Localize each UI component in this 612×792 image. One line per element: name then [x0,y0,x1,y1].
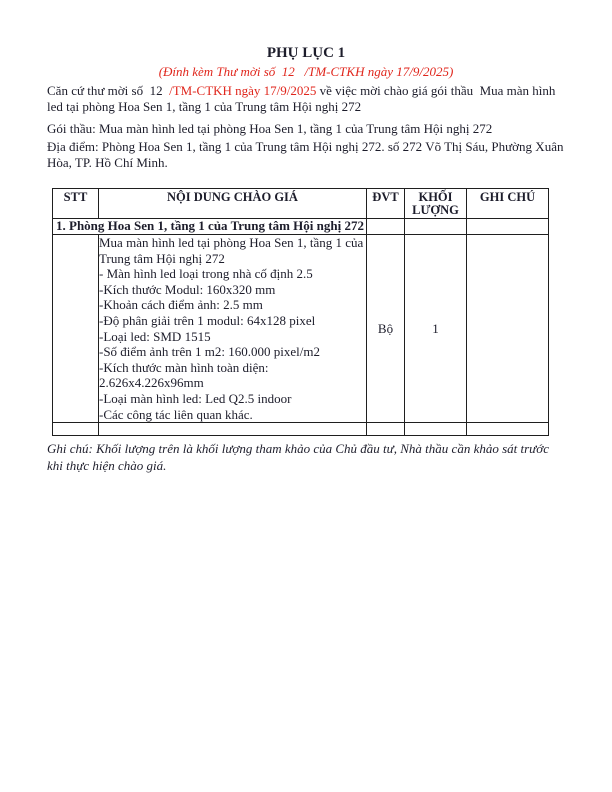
item-khoi-luong-cell: 1 [405,235,467,423]
item-description-cell [99,235,367,423]
description-line: -Kích thước Modul: 160x320 mm [99,281,276,297]
description-line: -Khoản cách điểm ảnh: 2.5 mm [99,297,263,313]
intro-text-black-1: Căn cứ thư mời số 12 [47,83,170,98]
header-dvt: ĐVT [367,189,405,219]
location-line: Địa điểm: Phòng Hoa Sen 1, tầng 1 của Trung tâm Hội nghị 272. số 272 Võ Thị Sáu, Phường Xuân Hòa, TP. Hồ Chí Minh. [47,139,564,170]
description-line: -Số điểm ảnh trên 1 m2: 160.000 pixel/m2 [99,344,320,360]
table-header-row [53,189,549,219]
description-line: -Các công tác liên quan khác. [99,406,253,422]
empty-cell [405,423,467,436]
description-line: -Loại led: SMD 1515 [99,328,211,344]
description-line: -Độ phân giải trên 1 modul: 64x128 pixel [99,312,316,328]
header-stt: STT [53,189,99,219]
description-line: -Loại màn hình led: Led Q2.5 indoor [99,390,292,406]
empty-cell [53,423,99,436]
intro-paragraph [47,83,565,115]
section-row-dvt-cell [367,219,405,235]
description-line: - Màn hình led loại trong nhà cố định 2.5 [99,266,313,282]
footer-note: Ghi chú: Khối lượng trên là khối lượng tham khảo của Chủ đầu tư, Nhà thầu cần khảo sát trước khi thực hiện chào giá. [47,441,549,473]
section-row-label: 1. Phòng Hoa Sen 1, tầng 1 của Trung tâm Hội nghị 272 [53,219,367,235]
item-stt-cell [53,235,99,423]
description-line: Mua màn hình led tại phòng Hoa Sen 1, tầng 1 của Trung tâm Hội nghị 272 [99,235,364,266]
item-dvt-cell: Bộ [367,235,405,423]
package-line: Gói thầu: Mua màn hình led tại phòng Hoa Sen 1, tầng 1 của Trung tâm Hội nghị 272 [47,121,493,136]
header-khoi-luong: KHỐI LƯỢNG [405,189,467,219]
table-empty-row [53,423,549,436]
header-ghi-chu: GHI CHÚ [467,189,549,219]
section-row-khoi-luong-cell [405,219,467,235]
empty-cell [99,423,367,436]
section-row-ghi-chu-cell [467,219,549,235]
empty-cell [467,423,549,436]
page-subtitle: (Đính kèm Thư mời số 12 /TM-CTKH ngày 17/9/2025) [158,64,454,79]
table-section-row [53,219,549,235]
offer-table [52,188,549,436]
item-ghi-chu-cell [467,235,549,423]
header-noi-dung: NỘI DUNG CHÀO GIÁ [99,189,367,219]
intro-text-red: /TM-CTKH ngày 17/9/2025 [169,83,317,98]
table-item-row [53,235,549,423]
page-title: PHỤ LỤC 1 [266,45,346,61]
intro-text-black-2: về việc mời chào giá gói thầu Mua màn hình led tại phòng Hoa Sen 1, tầng 1 của Trung tâm Hội nghị 272 [47,83,559,114]
description-line: -Kích thước màn hình toàn diện: 2.626x4.226x96mm [99,359,269,391]
empty-cell [367,423,405,436]
